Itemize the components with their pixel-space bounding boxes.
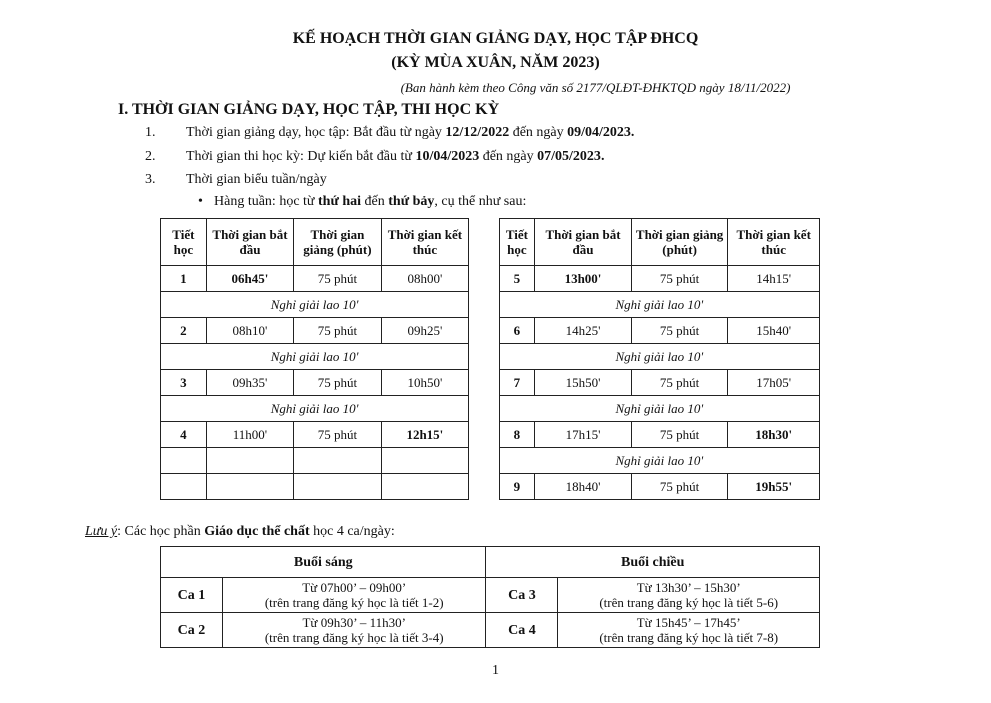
header-duration: Thời gian giảng (phút)	[631, 219, 728, 266]
cell-empty	[206, 474, 293, 500]
cell-empty	[206, 448, 293, 474]
text-part: Hàng tuần: học từ	[214, 194, 319, 209]
cell-empty	[161, 448, 207, 474]
pe-session-table	[160, 546, 820, 648]
break-cell: Nghỉ giải lao 10'	[499, 292, 819, 318]
text-part: học 4 ca/ngày:	[309, 524, 395, 539]
cell-start: 11h00'	[206, 422, 293, 448]
cell-ca: Ca 1	[161, 578, 223, 613]
cell-empty	[161, 474, 207, 500]
cell-tiet: 5	[499, 266, 535, 292]
note-text: (Ban hành kèm theo Công văn số 2177/QLĐT-ĐHKTQD ngày 18/11/2022)	[400, 80, 791, 95]
cell-empty	[294, 448, 381, 474]
break-row	[161, 344, 820, 370]
text-part: thứ hai	[318, 194, 362, 209]
list-text	[186, 125, 634, 141]
cell-empty	[381, 474, 468, 500]
time-note: (trên trang đăng ký học là tiết 5-6)	[599, 595, 779, 610]
cell-start: 15h50'	[535, 370, 632, 396]
section-heading: I. THỜI GIAN GIẢNG DẠY, HỌC TẬP, THI HỌC KỲ	[118, 101, 500, 118]
cell-empty	[294, 474, 381, 500]
cell-tiet: 7	[499, 370, 535, 396]
bullet-item	[198, 194, 526, 210]
bullet-icon: •	[198, 194, 203, 209]
text-part: .	[630, 125, 635, 140]
table-row	[161, 448, 820, 474]
cell-tiet: 8	[499, 422, 535, 448]
table-gap	[469, 422, 500, 448]
cell-duration: 75 phút	[631, 474, 728, 500]
document-title: KẾ HOẠCH THỜI GIAN GIẢNG DẠY, HỌC TẬP ĐHCQ	[292, 30, 699, 47]
header-tiet: Tiết học	[499, 219, 535, 266]
cell-tiet: 2	[161, 318, 207, 344]
start-date: 12/12/2022	[445, 125, 510, 140]
cell-tiet: 6	[499, 318, 535, 344]
table-row	[161, 422, 820, 448]
text-part: đến ngày	[509, 125, 568, 140]
table-gap	[469, 396, 500, 422]
time-range: Từ 13h30’ – 15h30’	[636, 580, 741, 595]
cell-duration: 75 phút	[631, 370, 728, 396]
cell-start: 09h35'	[206, 370, 293, 396]
header-morning: Buổi sáng	[161, 547, 486, 578]
table-gap	[469, 474, 500, 500]
header-start: Thời gian bắt đầu	[535, 219, 632, 266]
schedule-table	[160, 218, 820, 500]
table-gap	[469, 344, 500, 370]
note-line	[85, 524, 395, 540]
cell-ca: Ca 2	[161, 613, 223, 648]
break-cell: Nghỉ giải lao 10'	[499, 448, 819, 474]
header-duration: Thời gian giảng (phút)	[294, 219, 381, 266]
time-note: (trên trang đăng ký học là tiết 1-2)	[264, 595, 444, 610]
cell-empty	[381, 448, 468, 474]
break-cell: Nghỉ giải lao 10'	[161, 292, 469, 318]
text-part: đến	[361, 194, 389, 209]
cell-end: 10h50'	[381, 370, 468, 396]
time-range: Từ 09h30’ – 11h30’	[302, 615, 406, 630]
break-cell: Nghỉ giải lao 10'	[499, 396, 819, 422]
cell-end: 12h15'	[381, 422, 468, 448]
cell-start: 08h10'	[206, 318, 293, 344]
table-gap	[469, 370, 500, 396]
schedule-header-row	[161, 219, 820, 266]
cell-start: 13h00'	[535, 266, 632, 292]
cell-ca: Ca 4	[486, 613, 558, 648]
cell-time	[222, 578, 486, 613]
pe-header-row	[161, 547, 820, 578]
table-row	[161, 266, 820, 292]
cell-start: 06h45'	[206, 266, 293, 292]
cell-end: 18h30'	[728, 422, 820, 448]
cell-end: 09h25'	[381, 318, 468, 344]
cell-time	[558, 578, 820, 613]
document-note	[0, 80, 991, 96]
time-note: (trên trang đăng ký học là tiết 7-8)	[599, 630, 779, 645]
header-start: Thời gian bắt đầu	[206, 219, 293, 266]
table-row	[161, 318, 820, 344]
cell-end: 17h05'	[728, 370, 820, 396]
time-range: Từ 07h00’ – 09h00’	[302, 580, 407, 595]
break-row	[161, 396, 820, 422]
table-row	[161, 578, 820, 613]
list-number: 1.	[145, 125, 156, 140]
cell-tiet: 4	[161, 422, 207, 448]
table-gap	[469, 266, 500, 292]
table-row	[161, 613, 820, 648]
cell-end: 19h55'	[728, 474, 820, 500]
cell-duration: 75 phút	[294, 422, 381, 448]
list-number: 3.	[145, 172, 156, 187]
text-part: thứ bảy	[388, 194, 435, 209]
cell-start: 18h40'	[535, 474, 632, 500]
break-cell: Nghỉ giải lao 10'	[499, 344, 819, 370]
cell-duration: 75 phút	[631, 422, 728, 448]
cell-tiet: 9	[499, 474, 535, 500]
cell-duration: 75 phút	[294, 266, 381, 292]
header-end: Thời gian kết thúc	[728, 219, 820, 266]
break-row	[161, 292, 820, 318]
text-part: Thời gian thi học kỳ: Dự kiến bắt đầu từ	[186, 149, 416, 164]
header-tiet: Tiết học	[161, 219, 207, 266]
cell-end: 08h00'	[381, 266, 468, 292]
table-row	[161, 474, 820, 500]
cell-end: 15h40'	[728, 318, 820, 344]
list-text: Thời gian biểu tuần/ngày	[186, 172, 327, 187]
cell-duration: 75 phút	[631, 318, 728, 344]
cell-ca: Ca 3	[486, 578, 558, 613]
table-gap	[469, 219, 500, 266]
time-range: Từ 15h45’ – 17h45’	[636, 615, 741, 630]
end-date: 09/04/2023	[567, 125, 631, 140]
text-part: : Các học phần	[117, 524, 205, 539]
table-gap	[469, 318, 500, 344]
break-cell: Nghỉ giải lao 10'	[161, 344, 469, 370]
list-number: 2.	[145, 149, 156, 164]
page-number: 1	[492, 663, 499, 678]
cell-time	[558, 613, 820, 648]
text-part: Thời gian giảng dạy, học tập: Bắt đầu từ ngày	[186, 125, 446, 140]
cell-duration: 75 phút	[631, 266, 728, 292]
list-text	[186, 149, 604, 165]
cell-start: 14h25'	[535, 318, 632, 344]
table-gap	[469, 448, 500, 474]
text-part: .	[600, 149, 605, 164]
text-part: Giáo dục thể chất	[204, 524, 310, 539]
table-row	[161, 370, 820, 396]
document-subtitle: (KỲ MÙA XUÂN, NĂM 2023)	[391, 54, 600, 71]
cell-duration: 75 phút	[294, 370, 381, 396]
table-gap	[469, 292, 500, 318]
cell-start: 17h15'	[535, 422, 632, 448]
cell-time	[222, 613, 486, 648]
cell-tiet: 1	[161, 266, 207, 292]
text-part: đến ngày	[479, 149, 538, 164]
end-date: 07/05/2023	[537, 149, 601, 164]
cell-tiet: 3	[161, 370, 207, 396]
cell-end: 14h15'	[728, 266, 820, 292]
header-afternoon: Buổi chiều	[486, 547, 820, 578]
start-date: 10/04/2023	[415, 149, 480, 164]
time-note: (trên trang đăng ký học là tiết 3-4)	[264, 630, 444, 645]
cell-duration: 75 phút	[294, 318, 381, 344]
text-part: , cụ thể như sau:	[434, 194, 527, 209]
header-end: Thời gian kết thúc	[381, 219, 468, 266]
break-cell: Nghỉ giải lao 10'	[161, 396, 469, 422]
note-label: Lưu ý	[85, 524, 118, 539]
